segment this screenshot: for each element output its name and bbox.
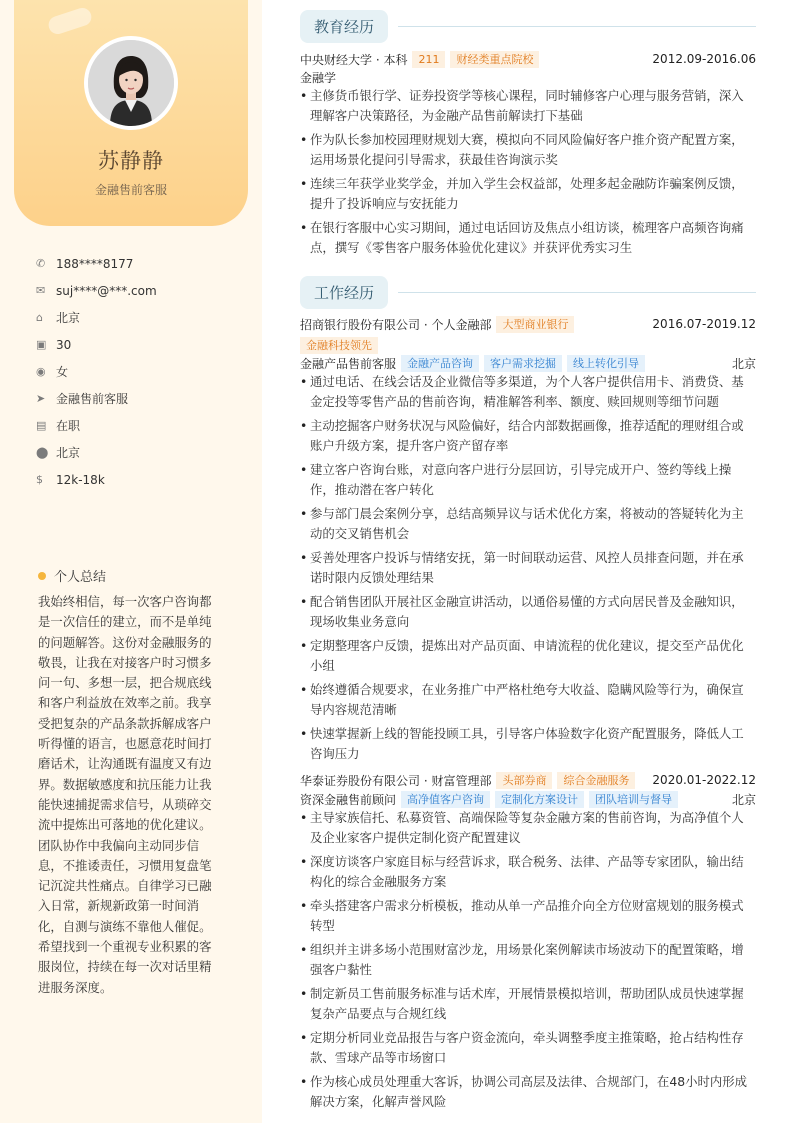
salary-icon: $ bbox=[36, 473, 43, 486]
sidebar bbox=[0, 0, 262, 1123]
location-icon: ⬤ bbox=[36, 446, 49, 459]
contact-gender bbox=[36, 358, 246, 385]
list-item: • 连续三年获学业奖学金，并加入学生会权益部，处理多起金融防诈骗案例反馈，提升了投诉响应与安抚能力 bbox=[300, 174, 756, 214]
company-tag: 金融科技领先 bbox=[300, 337, 378, 354]
work-title: 工作经历 bbox=[300, 276, 388, 309]
school-tag: 财经类重点院校 bbox=[450, 51, 539, 68]
skill-tag: 金融产品咨询 bbox=[401, 355, 479, 372]
job-header-row bbox=[300, 771, 756, 789]
job-period: 2020.01-2022.12 bbox=[652, 773, 756, 787]
skill-tag: 团队培训与督导 bbox=[589, 791, 678, 808]
contact-email bbox=[36, 277, 246, 304]
job-tag-row bbox=[300, 336, 756, 354]
list-item: • 深度访谈客户家庭目标与经营诉求，联合税务、法律、产品等专家团队，输出结构化的综合金融服务方案 bbox=[300, 852, 756, 892]
contact-location bbox=[36, 439, 246, 466]
contact-age bbox=[36, 331, 246, 358]
contact-phone bbox=[36, 250, 246, 277]
list-item: • 作为队长参加校园理财规划大赛，模拟向不同风险偏好客户推介资产配置方案，运用场景化提问引导需求，获最佳咨询演示奖 bbox=[300, 130, 756, 170]
skill-tag: 高净值客户咨询 bbox=[401, 791, 490, 808]
contact-hometown-value: 北京 bbox=[56, 311, 81, 325]
school-tag: 211 bbox=[412, 51, 445, 68]
job-position: 金融产品售前客服 bbox=[300, 356, 397, 371]
list-item: • 组织并主讲多场小范围财富沙龙，用场景化案例解读市场波动下的配置策略，增强客户黏性 bbox=[300, 940, 756, 980]
list-item: • 主修货币银行学、证券投资学等核心课程，同时辅修客户心理与服务营销，深入理解客户决策路径，为金融产品售前解读打下基础 bbox=[300, 86, 756, 126]
contact-status bbox=[36, 412, 246, 439]
job-period: 2016.07-2019.12 bbox=[652, 317, 756, 331]
contact-email-value: suj****@***.com bbox=[56, 283, 157, 298]
job-position-row bbox=[300, 354, 756, 372]
list-item: • 制定新员工售前服务标准与话术库，开展情景模拟培训，帮助团队成员快速掌握复杂产品要点与合规红线 bbox=[300, 984, 756, 1024]
skill-tag: 客户需求挖掘 bbox=[484, 355, 562, 372]
company-tag: 头部券商 bbox=[496, 772, 552, 789]
list-item: • 牵头搭建客户需求分析模板，推动从单一产品推介向全方位财富规划的服务模式转型 bbox=[300, 896, 756, 936]
company-tag: 综合金融服务 bbox=[557, 772, 635, 789]
contact-salary-value: 12k-18k bbox=[56, 472, 105, 487]
job-bullets-clip bbox=[300, 372, 756, 768]
list-item: • 定期整理客户反馈，提炼出对产品页面、申请流程的优化建议，提交至产品优化小组 bbox=[300, 636, 756, 676]
education-major: 金融学 bbox=[300, 70, 337, 85]
summary-title: 个人总结 bbox=[54, 570, 107, 585]
list-item: • 始终遵循合规要求，在业务推广中严格杜绝夸大收益、隐瞒风险等行为，确保宣导内容规范清晰 bbox=[300, 680, 756, 720]
list-item: • 定期分析同业竞品报告与客户资金流向，牵头调整季度主推策略，抢占结构性存款、雪球产品等市场窗口 bbox=[300, 1028, 756, 1068]
list-item: • 主导家族信托、私募资管、高端保险等复杂金融方案的售前咨询，为高净值个人及企业家客户提供定制化资产配置建议 bbox=[300, 808, 756, 848]
company-tag: 大型商业银行 bbox=[496, 316, 574, 333]
job-position: 资深金融售前顾问 bbox=[300, 792, 397, 807]
contact-target-role bbox=[36, 385, 246, 412]
avatar-frame bbox=[84, 36, 178, 130]
list-item: • 通过电话、在线会话及企业微信等多渠道，为个人客户提供信用卡、消费贷、基金定投等零售产品的售前咨询，精准解答利率、额度、赎回规则等细节问题 bbox=[300, 372, 756, 412]
age-icon: ▣ bbox=[36, 338, 47, 351]
job-bullets bbox=[300, 808, 756, 1116]
school-name: 中央财经大学 · 本科 bbox=[300, 52, 408, 67]
avatar bbox=[88, 40, 174, 126]
skill-tag: 线上转化引导 bbox=[567, 355, 645, 372]
list-item: • 配合销售团队开展社区金融宣讲活动，以通俗易懂的方式向居民普及金融知识，现场收集业务意向 bbox=[300, 592, 756, 632]
section-divider bbox=[398, 292, 756, 293]
contact-age-value: 30 bbox=[56, 337, 72, 352]
target-icon: ➤ bbox=[36, 392, 46, 405]
work-heading bbox=[300, 276, 756, 308]
education-major-row bbox=[300, 68, 756, 86]
candidate-role: 金融售前客服 bbox=[94, 183, 167, 197]
contact-gender-value: 女 bbox=[56, 365, 69, 379]
contact-phone-value: 188****8177 bbox=[56, 256, 134, 271]
list-item: • 作为核心成员处理重大客诉，协调公司高层及法律、合规部门，在48小时内形成解决方案，化解声誉风险 bbox=[300, 1072, 756, 1112]
contact-hometown bbox=[36, 304, 246, 331]
job-bullets bbox=[300, 372, 756, 768]
section-divider bbox=[398, 26, 756, 27]
company-name: 华泰证券股份有限公司 · 财富管理部 bbox=[300, 773, 492, 788]
summary-heading bbox=[38, 566, 106, 585]
list-item: • 在银行客服中心实习期间，通过电话回访及焦点小组访谈，梳理客户高频咨询痛点，撰写《零售客户服务体验优化建议》并获评优秀实习生 bbox=[300, 218, 756, 258]
candidate-name: 苏静静 bbox=[98, 149, 164, 173]
contact-target-role-value: 金融售前客服 bbox=[56, 392, 129, 406]
bullet-dot-icon bbox=[38, 572, 46, 580]
list-item: • 快速掌握新上线的智能投顾工具，引导客户体验数字化资产配置服务，降低人工咨询压力 bbox=[300, 724, 756, 764]
home-icon: ⌂ bbox=[36, 311, 43, 324]
summary-text: 我始终相信，每一次客户咨询都是一次信任的建立，而不是单纯的问题解答。这份对金融服务的敬畏，让我在对接客户时习惯多问一句、多想一层，把合规底线和客户利益放在效率之前。我享受把复杂的产品条款拆解成客户听得懂的语言，也愿意花时间打磨话术，让沟通既有温度又有边界。数据敏感度和抗压能力让我能快速捕捉需求信号，从琐碎交流中提炼出可落地的优化建议。团队协作中我偏向主动同步信息，不推诿责任，习惯用复盘笔记沉淀共性痛点。自律学习已融入日常，新规新政第一时间消化，自测与演练不靠他人催促。希望找到一个重视专业积累的客服岗位，持续在每一次对话里精进服务深度。 bbox=[38, 594, 212, 995]
gender-icon: ◉ bbox=[36, 365, 46, 378]
education-bullets bbox=[300, 86, 756, 262]
skill-tag: 定制化方案设计 bbox=[495, 791, 584, 808]
education-title: 教育经历 bbox=[300, 10, 388, 43]
contact-location-value: 北京 bbox=[56, 446, 81, 460]
decorative-shape bbox=[46, 6, 93, 37]
contact-status-value: 在职 bbox=[56, 419, 81, 433]
list-item: • 主动挖掘客户财务状况与风险偏好，结合内部数据画像，推荐适配的理财组合或账户升级方案，提升客户资产留存率 bbox=[300, 416, 756, 456]
list-item: • 建立客户咨询台账，对意向客户进行分层回访，引导完成开户、签约等线上操作，推动潜在客户转化 bbox=[300, 460, 756, 500]
job-city: 北京 bbox=[731, 792, 756, 807]
education-header-row bbox=[300, 50, 756, 68]
email-icon: ✉ bbox=[36, 284, 46, 297]
job-city: 北京 bbox=[731, 356, 756, 371]
phone-icon: ✆ bbox=[36, 257, 46, 270]
education-heading bbox=[300, 10, 756, 42]
contact-list bbox=[36, 250, 246, 493]
list-item: • 妥善处理客户投诉与情绪安抚，第一时间联动运营、风控人员排查问题，并在承诺时限内反馈处理结果 bbox=[300, 548, 756, 588]
contact-salary bbox=[36, 466, 246, 493]
job-position-row bbox=[300, 790, 756, 808]
status-icon: ▤ bbox=[36, 419, 47, 432]
list-item: • 参与部门晨会案例分享，总结高频异议与话术优化方案，将被动的答疑转化为主动的交叉销售机会 bbox=[300, 504, 756, 544]
job-header-row bbox=[300, 315, 756, 333]
education-period: 2012.09-2016.06 bbox=[652, 52, 756, 66]
company-name: 招商银行股份有限公司 · 个人金融部 bbox=[300, 317, 492, 332]
